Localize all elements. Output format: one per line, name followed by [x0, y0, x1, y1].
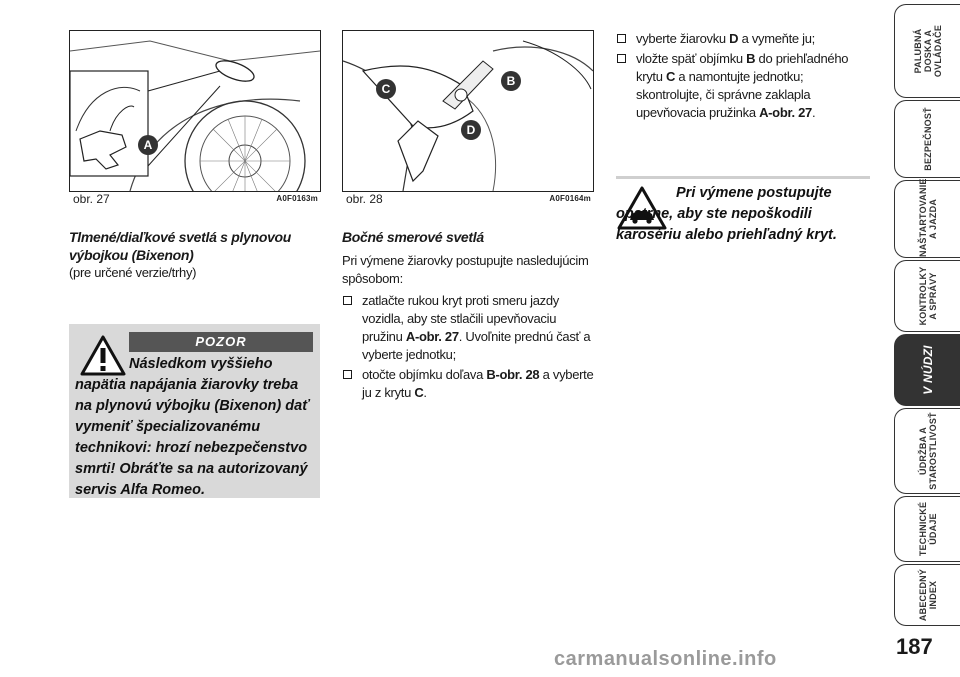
step-list-item: otočte objímku doľava B-obr. 28 a vyberte ju z krytu C.	[342, 366, 594, 402]
side-indicator-heading: Bočné smerové svetlá	[342, 229, 484, 245]
right-column	[616, 30, 870, 122]
left-column	[69, 228, 321, 282]
figure-28-label: obr. 28	[346, 192, 383, 206]
callout-d-fig28: D	[461, 120, 481, 140]
bixenon-subheading: (pre určené verzie/trhy)	[69, 265, 197, 280]
reference-b: B	[746, 51, 756, 66]
bixenon-heading: Tlmené/diaľkové svetlá s plynovou výbojkou (Bixenon)	[69, 229, 292, 263]
side-indicator-intro: Pri výmene žiarovky postupujte nasledujúcim spôsobom:	[342, 253, 589, 286]
tab-udrzba[interactable]: ÚDRŽBA A STAROSTLIVOSŤ	[894, 408, 960, 494]
checkbox-bullet-icon	[343, 296, 352, 305]
reference-c: C	[414, 385, 424, 400]
step-list-item: vložte späť objímku B do priehľadného krytu C a namontujte jednotku; skontrolujte, či správne zaklapla upevňovacia pružinka A-obr. 27.	[616, 50, 870, 122]
middle-column	[342, 228, 594, 402]
reference-a-fig27: A-obr. 27	[405, 329, 459, 344]
step-list-item: zatlačte rukou kryt proti smeru jazdy vozidla, aby ste stlačili upevňovaciu pružinu A-obr. 27. Uvoľnite prednú časť a vyberte jednotku;	[342, 292, 594, 364]
step-list-item: vyberte žiarovku D a vymeňte ju;	[616, 30, 870, 48]
warning-tag: POZOR	[129, 332, 313, 352]
tab-kontrolky[interactable]: KONTROLKY A SPRÁVY	[894, 260, 960, 332]
reference-a-fig27: A-obr. 27	[759, 105, 812, 120]
figure-28-code: A0F0164m	[549, 194, 591, 203]
callout-b-fig28: B	[501, 71, 521, 91]
checkbox-bullet-icon	[617, 34, 626, 43]
reference-d: D	[729, 31, 739, 46]
figure-28-image	[342, 30, 594, 192]
caution-divider	[616, 176, 870, 179]
figure-27-image	[69, 30, 321, 192]
checkbox-bullet-icon	[343, 370, 352, 379]
warning-text: Následkom vyššieho napätia napájania žiarovky treba na plynovú výbojku (Bixenon) dať vymeniť špecializovanému technikovi: hrozí nebezpečenstvo smrti! Obráťte sa na autorizovaný servis Alfa Romeo.	[75, 356, 310, 498]
tab-nastartovanie[interactable]: NAŠTARTOVANIE A JAZDA	[894, 180, 960, 258]
page-number: 187	[896, 634, 933, 659]
figure-27-label: obr. 27	[73, 192, 110, 206]
figure-27-code: A0F0163m	[276, 194, 318, 203]
watermark: carmanualsonline.info	[554, 648, 777, 670]
bixenon-warning-box	[69, 324, 320, 498]
tab-palubna-doska[interactable]: PALUBNÁ DOSKA A OVLÁDAČE	[894, 4, 960, 98]
callout-a-fig27: A	[138, 135, 158, 155]
callout-c-fig28: C	[376, 79, 396, 99]
caution-text: Pri výmene postupujte opatrne, aby ste nepoškodili karosériu alebo priehľadný kryt.	[616, 185, 837, 243]
reference-c: C	[665, 69, 676, 84]
reference-b-fig28: B-obr. 28	[486, 367, 540, 382]
checkbox-bullet-icon	[617, 54, 626, 63]
tab-abecedny-index[interactable]: ABECEDNÝ INDEX	[894, 564, 960, 626]
figure-28-caption	[342, 191, 593, 207]
tab-bezpecnost[interactable]: BEZPEČNOSŤ	[894, 100, 960, 178]
tab-v-nudzi[interactable]: V NÚDZI	[894, 334, 960, 406]
tab-technicke-udaje[interactable]: TECHNICKÉ ÚDAJE	[894, 496, 960, 562]
figure-27-caption	[69, 191, 320, 207]
